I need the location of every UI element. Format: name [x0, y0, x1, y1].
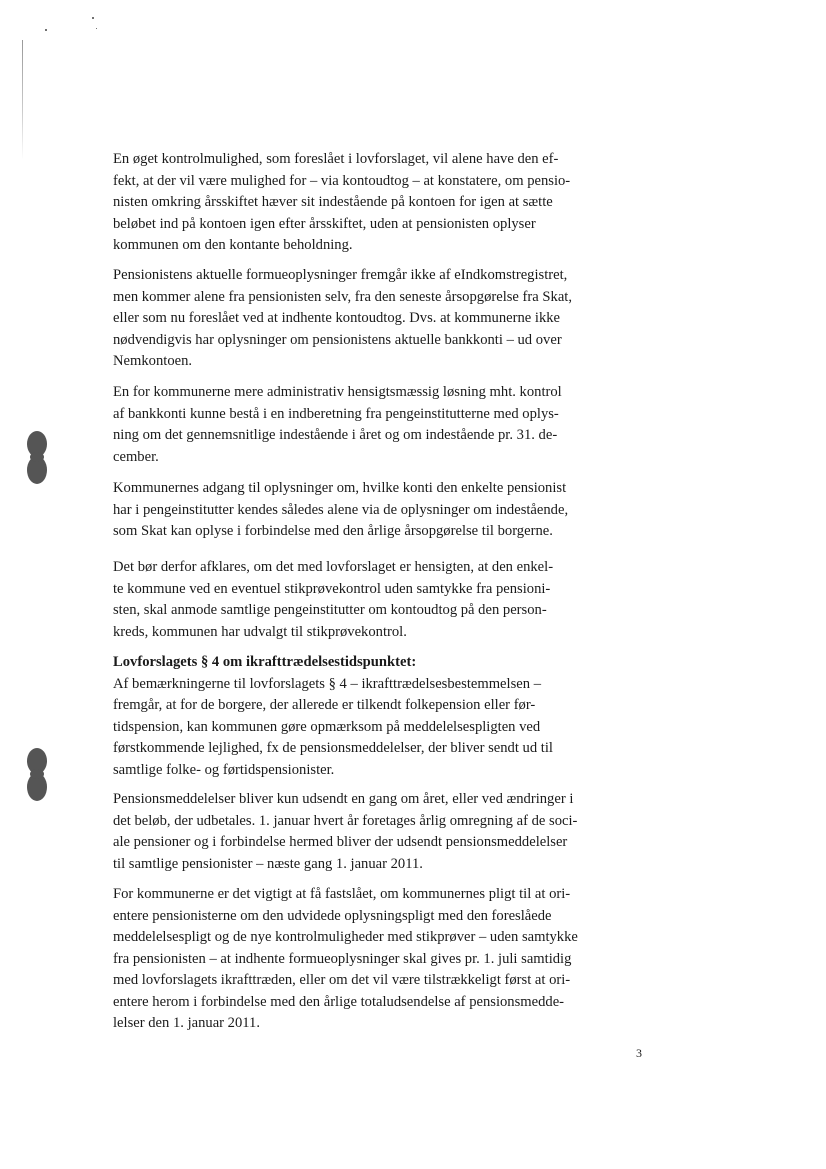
text-line: tidspension, kan kommunen gøre opmærksom på meddelelsespligten ved — [113, 718, 541, 735]
text-line: Kommunernes adgang til oplysninger om, hvilke konti den enkelte pensionist — [113, 480, 567, 496]
text-line: ale pensioner og i forbindelse hermed bliver der udsendt pensionsmeddelelser — [113, 834, 568, 850]
text-line: beløbet ind på kontoen igen efter årsskiftet, uden at pensionisten oplyser — [113, 215, 536, 232]
section-heading: Lovforslagets § 4 om ikrafttrædelsestidspunktet: — [113, 654, 417, 670]
text-line: samtlige folke- og førtidspensionister. — [113, 761, 335, 778]
paragraph-orienteringspligt — [113, 884, 597, 1035]
paragraph-ikrafttraedelse — [113, 652, 597, 781]
text-line: En for kommunerne mere administrativ hensigtsmæssig løsning mht. kontrol — [113, 384, 562, 400]
text-line: men kommer alene fra pensionisten selv, fra den seneste årsopgørelse fra Skat, — [113, 288, 572, 305]
scan-margin-line — [22, 40, 23, 160]
text-line: Af bemærkningerne til lovforslagets § 4 – ikrafttrædelsesbestemmelsen – — [113, 675, 541, 692]
text-line: kommunen om den kontante beholdning. — [113, 237, 353, 253]
paragraph-adgang-til-oplysninger — [113, 478, 597, 543]
text-line: har i pengeinstitutter kendes således alene via de oplysninger om indestående, — [113, 501, 569, 518]
punch-hole-mark — [26, 747, 48, 803]
text-line: nødvendigvis har oplysninger om pensionistens aktuelle bankkonti – ud over — [113, 331, 562, 348]
text-line: ning om det gennemsnitlige indestående i året og om indestående pr. 31. de- — [113, 427, 558, 443]
text-line: entere pensionisterne om den udvidede oplysningspligt med den foreslåede — [113, 907, 552, 924]
text-line: det beløb, der udbetales. 1. januar hvert år foretages årlig omregning af de soci- — [113, 812, 578, 829]
text-line: førstkommende lejlighed, fx de pensionsmeddelelser, der bliver sendt ud til — [113, 740, 553, 756]
scan-speck — [96, 28, 97, 29]
text-line: kreds, kommunen har udvalgt til stikprøvekontrol. — [113, 623, 407, 640]
text-line: For kommunerne er det vigtigt at få fastslået, om kommunernes pligt til at ori- — [113, 886, 571, 902]
paragraph-afklaring — [113, 557, 597, 643]
text-line: Pensionistens aktuelle formueoplysninger fremgår ikke af eIndkomstregistret, — [113, 267, 568, 283]
text-line: til samtlige pensionister – næste gang 1. januar 2011. — [113, 855, 423, 872]
text-line: te kommune ved en eventuel stikprøvekontrol uden samtykke fra pensioni- — [113, 580, 551, 597]
paragraph-formueoplysninger — [113, 265, 597, 373]
text-line: nisten omkring årsskiftet hæver sit indestående på kontoen for igen at sætte — [113, 194, 553, 210]
text-line: Det bør derfor afklares, om det med lovforslaget er hensigten, at den enkel- — [113, 559, 554, 575]
page-number: 3 — [636, 1046, 642, 1060]
text-line: fremgår, at for de borgere, der allerede er tilkendt folkepension eller før- — [113, 697, 536, 713]
paragraph-pensionsmeddelelser — [113, 789, 597, 875]
paragraph-kontrolmulighed — [113, 149, 597, 257]
scan-speck — [45, 29, 47, 31]
paragraph-administrativ-loesning — [113, 382, 597, 468]
text-line: sten, skal anmode samtlige pengeinstitutter om kontoudtog på den person- — [113, 602, 547, 618]
text-line: entere herom i forbindelse med den årlige totaludsendelse af pensionsmedde- — [113, 993, 565, 1010]
scan-speck — [92, 17, 94, 19]
text-line: Nemkontoen. — [113, 353, 193, 369]
text-line: eller som nu foreslået ved at indhente kontoudtog. Dvs. at kommunerne ikke — [113, 310, 561, 326]
text-line: som Skat kan oplyse i forbindelse med den årlige årsopgørelse til borgerne. — [113, 523, 553, 539]
text-line: fekt, at der vil være mulighed for – via kontoudtog – at konstatere, om pensio- — [113, 172, 571, 189]
text-line: lelser den 1. januar 2011. — [113, 1015, 260, 1031]
text-line: En øget kontrolmulighed, som foreslået i lovforslaget, vil alene have den ef- — [113, 151, 559, 167]
text-line: Pensionsmeddelelser bliver kun udsendt en gang om året, eller ved ændringer i — [113, 791, 574, 807]
text-line: af bankkonti kunne bestå i en indberetning fra pengeinstitutterne med oplys- — [113, 405, 559, 422]
text-line: fra pensionisten – at indhente formueoplysninger skal gives pr. 1. juli samtidig — [113, 950, 572, 967]
text-line: cember. — [113, 448, 159, 465]
punch-hole-mark — [26, 430, 48, 486]
text-line: med lovforslagets ikrafttræden, eller om det vil være tilstrækkeligt først at ori- — [113, 972, 571, 988]
text-line: meddelelsespligt og de nye kontrolmuligheder med stikprøver – uden samtykke — [113, 929, 578, 945]
